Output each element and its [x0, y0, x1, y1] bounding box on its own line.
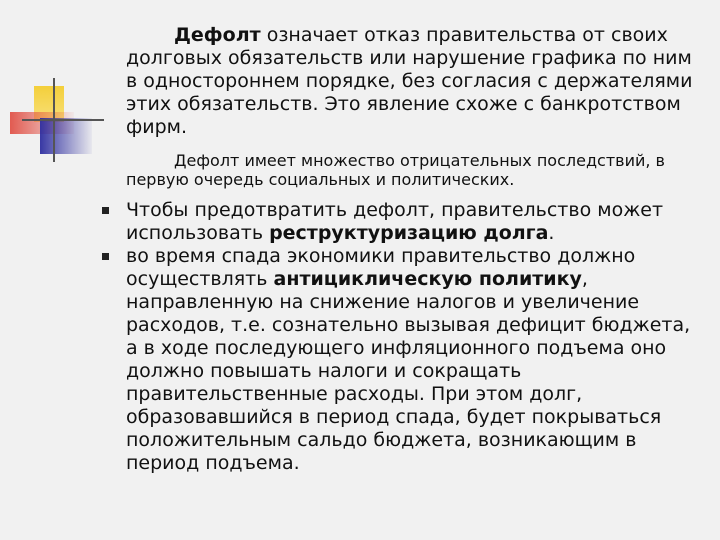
square-bullet-icon: [102, 207, 109, 214]
term-default: Дефолт: [174, 24, 261, 46]
paragraph-consequences: Дефолт имеет множество отрицательных последствий, в первую очередь социальных и политических.: [126, 151, 665, 189]
slide-content: [96, 10, 696, 475]
decorative-logo: [0, 0, 110, 170]
square-bullet-icon: [102, 253, 109, 260]
bullet-text-tail: .: [548, 222, 555, 244]
bullet-bold-term: реструктуризацию долга: [269, 222, 549, 244]
bullet-list: [96, 199, 696, 475]
definition-text: означает отказ правительства от своих долговых обязательств или нарушение графика по ним в одностороннем порядке, без согласия с держателями этих обязательств. Это явление схоже с банкротством фирм.: [126, 24, 693, 138]
bullet-item: [96, 245, 696, 475]
deco-blue-square: [40, 118, 92, 154]
bullet-text: Чтобы предотвратить дефолт, правительство может использовать: [126, 199, 664, 244]
bullet-text-tail: , направленную на снижение налогов и увеличение расходов, т.е. сознательно вызывая дефицит бюджета, а в ходе последующего инфляционного подъема оно должно повышать налоги и сокращать правительственные расходы. При этом долг, образовавшийся в период спада, будет покрываться положительным сальдо бюджета, возникающим в период подъема.: [126, 268, 691, 474]
bullet-bold-term: антициклическую политику: [273, 268, 582, 290]
bullet-text: во время спада экономики правительство должно осуществлять: [126, 245, 636, 290]
bullet-item: [96, 199, 696, 245]
paragraph-definition: [126, 24, 696, 139]
